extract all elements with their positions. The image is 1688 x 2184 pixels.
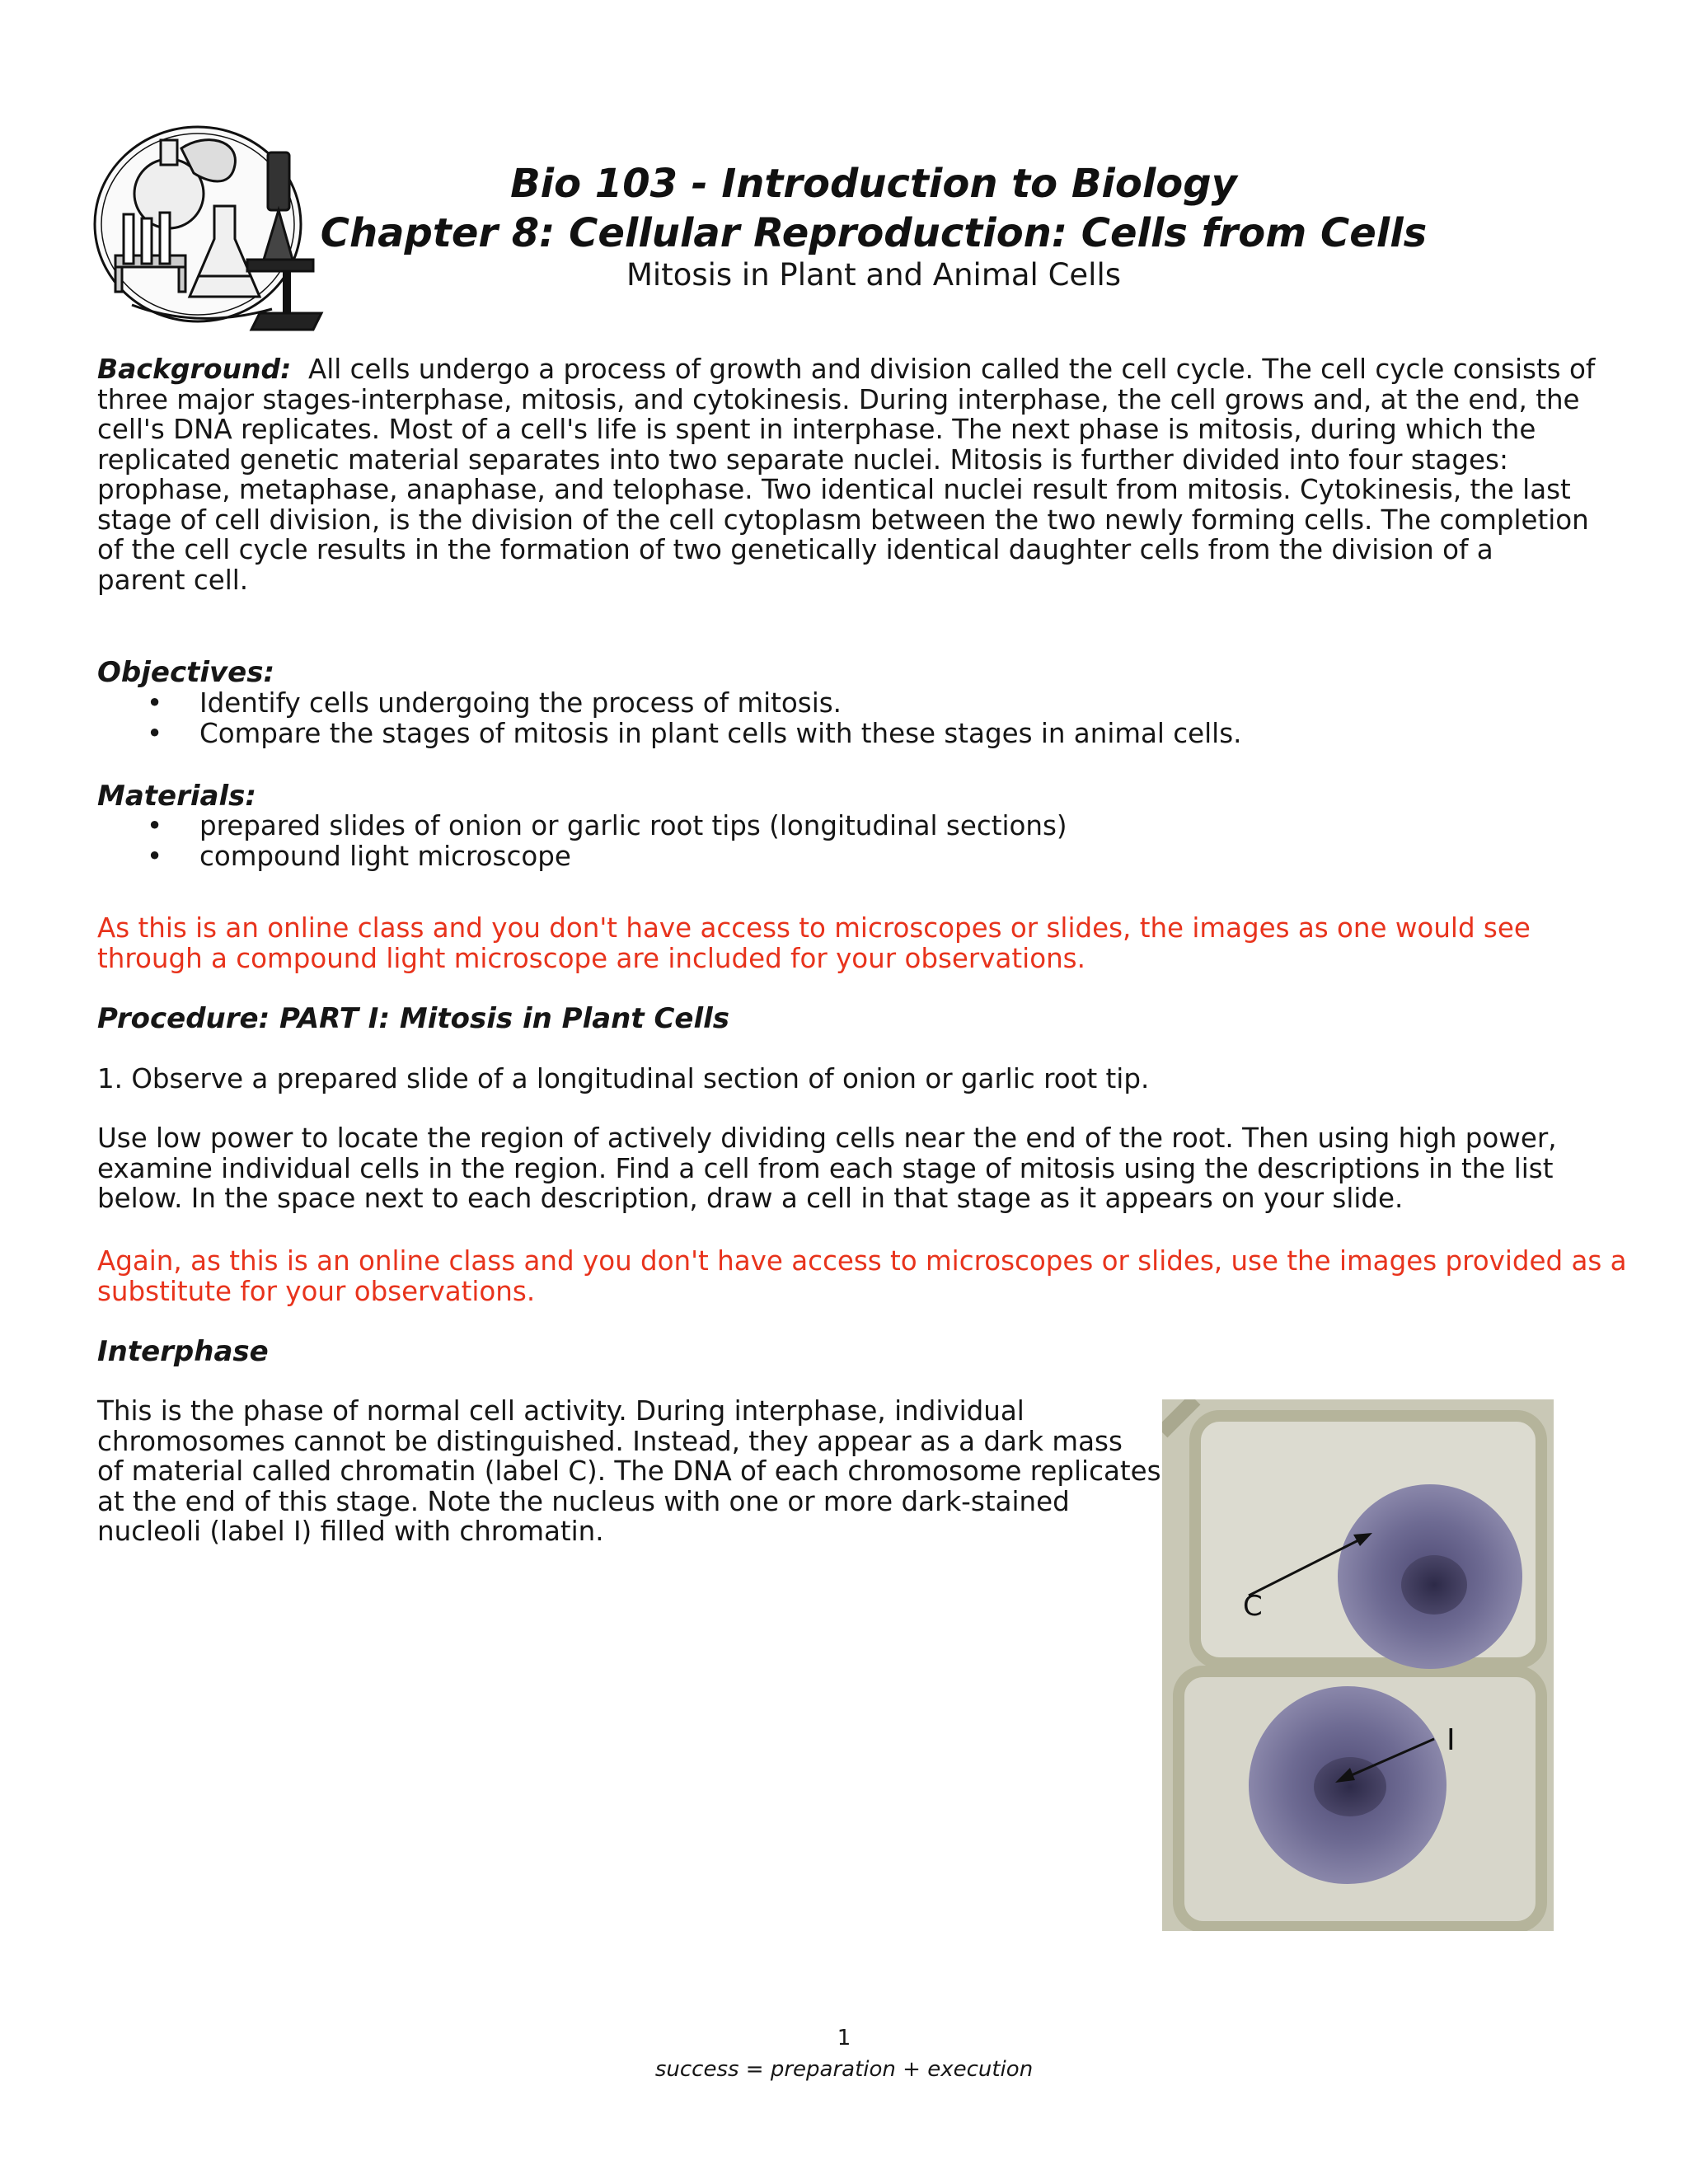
objectives-list — [97, 688, 1241, 748]
course-title: Bio 103 - Introduction to Biology — [510, 161, 1237, 207]
label-i: I — [1447, 1723, 1456, 1757]
substitute-images-note: Again, as this is an online class and you don't have access to microscopes or slides, use the images provided as a substitute for your observations. — [97, 1245, 1627, 1307]
interphase-description: This is the phase of normal cell activity. During interphase, individual chromosomes cannot be distinguished. Instead, they appear as a dark mass of material called chromatin (label C). The DNA of each chromosome replicates at the end of this stage. Note the nucleus with one or more dark-stained nucleoli (label I) filled with chromatin. — [97, 1395, 1161, 1547]
list-item: • Identify cells undergoing the process of mitosis. — [147, 687, 842, 719]
background-line: All cells undergo a process of growth and division called the cell cycle. The cell cycle consists of — [307, 354, 1596, 385]
background-paragraph — [97, 354, 1595, 595]
bullet-icon: • — [147, 810, 163, 841]
background-line: of the cell cycle results in the formation of two genetically identical daughter cells from the division of a — [97, 534, 1493, 565]
chapter-title: Chapter 8: Cellular Reproduction: Cells from Cells — [320, 210, 1428, 256]
background-heading: Background: — [97, 353, 292, 385]
background-line: parent cell. — [97, 564, 249, 596]
footer-motto: success = preparation + execution — [654, 2057, 1034, 2082]
bullet-icon: • — [147, 840, 163, 872]
procedure-heading: Procedure: PART I: Mitosis in Plant Cells — [97, 1002, 730, 1035]
lab-equipment-logo — [82, 115, 330, 350]
interphase-heading: Interphase — [97, 1335, 269, 1368]
list-item: • prepared slides of onion or garlic root tips (longitudinal sections) — [147, 810, 1067, 841]
upper-nucleolus — [1401, 1555, 1467, 1615]
list-item: • Compare the stages of mitosis in plant cells with these stages in animal cells. — [147, 717, 1242, 749]
label-c: C — [1243, 1590, 1263, 1623]
materials-list — [97, 811, 1067, 871]
bullet-icon: • — [147, 717, 163, 749]
lab-subtitle: Mitosis in Plant and Animal Cells — [626, 257, 1122, 293]
page-number: 1 — [837, 2026, 851, 2050]
list-item: • compound light microscope — [147, 840, 571, 872]
background-line: replicated genetic material separates into two separate nuclei. Mitosis is further divided into four stages: — [97, 443, 1508, 476]
bullet-icon: • — [147, 687, 163, 719]
background-line: three major stages-interphase, mitosis, and cytokinesis. During interphase, the cell grows and, at the end, the — [97, 383, 1580, 415]
online-class-note: As this is an online class and you don't have access to microscopes or slides, the images as one would see through a compound light microscope are included for your observations. — [97, 912, 1531, 974]
objectives-heading: Objectives: — [97, 656, 275, 689]
materials-heading: Materials: — [97, 780, 256, 813]
procedure-step-1: 1. Observe a prepared slide of a longitudinal section of onion or garlic root tip. — [97, 1063, 1150, 1094]
background-line: stage of cell division, is the division of the cell cytoplasm between the two newly forming cells. The completion — [97, 504, 1589, 536]
interphase-micrograph — [1162, 1399, 1554, 1931]
background-line: cell's DNA replicates. Most of a cell's life is spent in interphase. The next phase is mitosis, during which the — [97, 414, 1536, 445]
background-line: prophase, metaphase, anaphase, and telophase. Two identical nuclei result from mitosis. Cytokinesis, the last — [97, 474, 1571, 505]
procedure-instructions: Use low power to locate the region of actively dividing cells near the end of the root. Then using high power, examine individual cells in the region. Find a cell from each stage of mitosis using the descriptions in the list below. In the space next to each description, draw a cell in that stage as it appears on your slide. — [97, 1122, 1557, 1214]
